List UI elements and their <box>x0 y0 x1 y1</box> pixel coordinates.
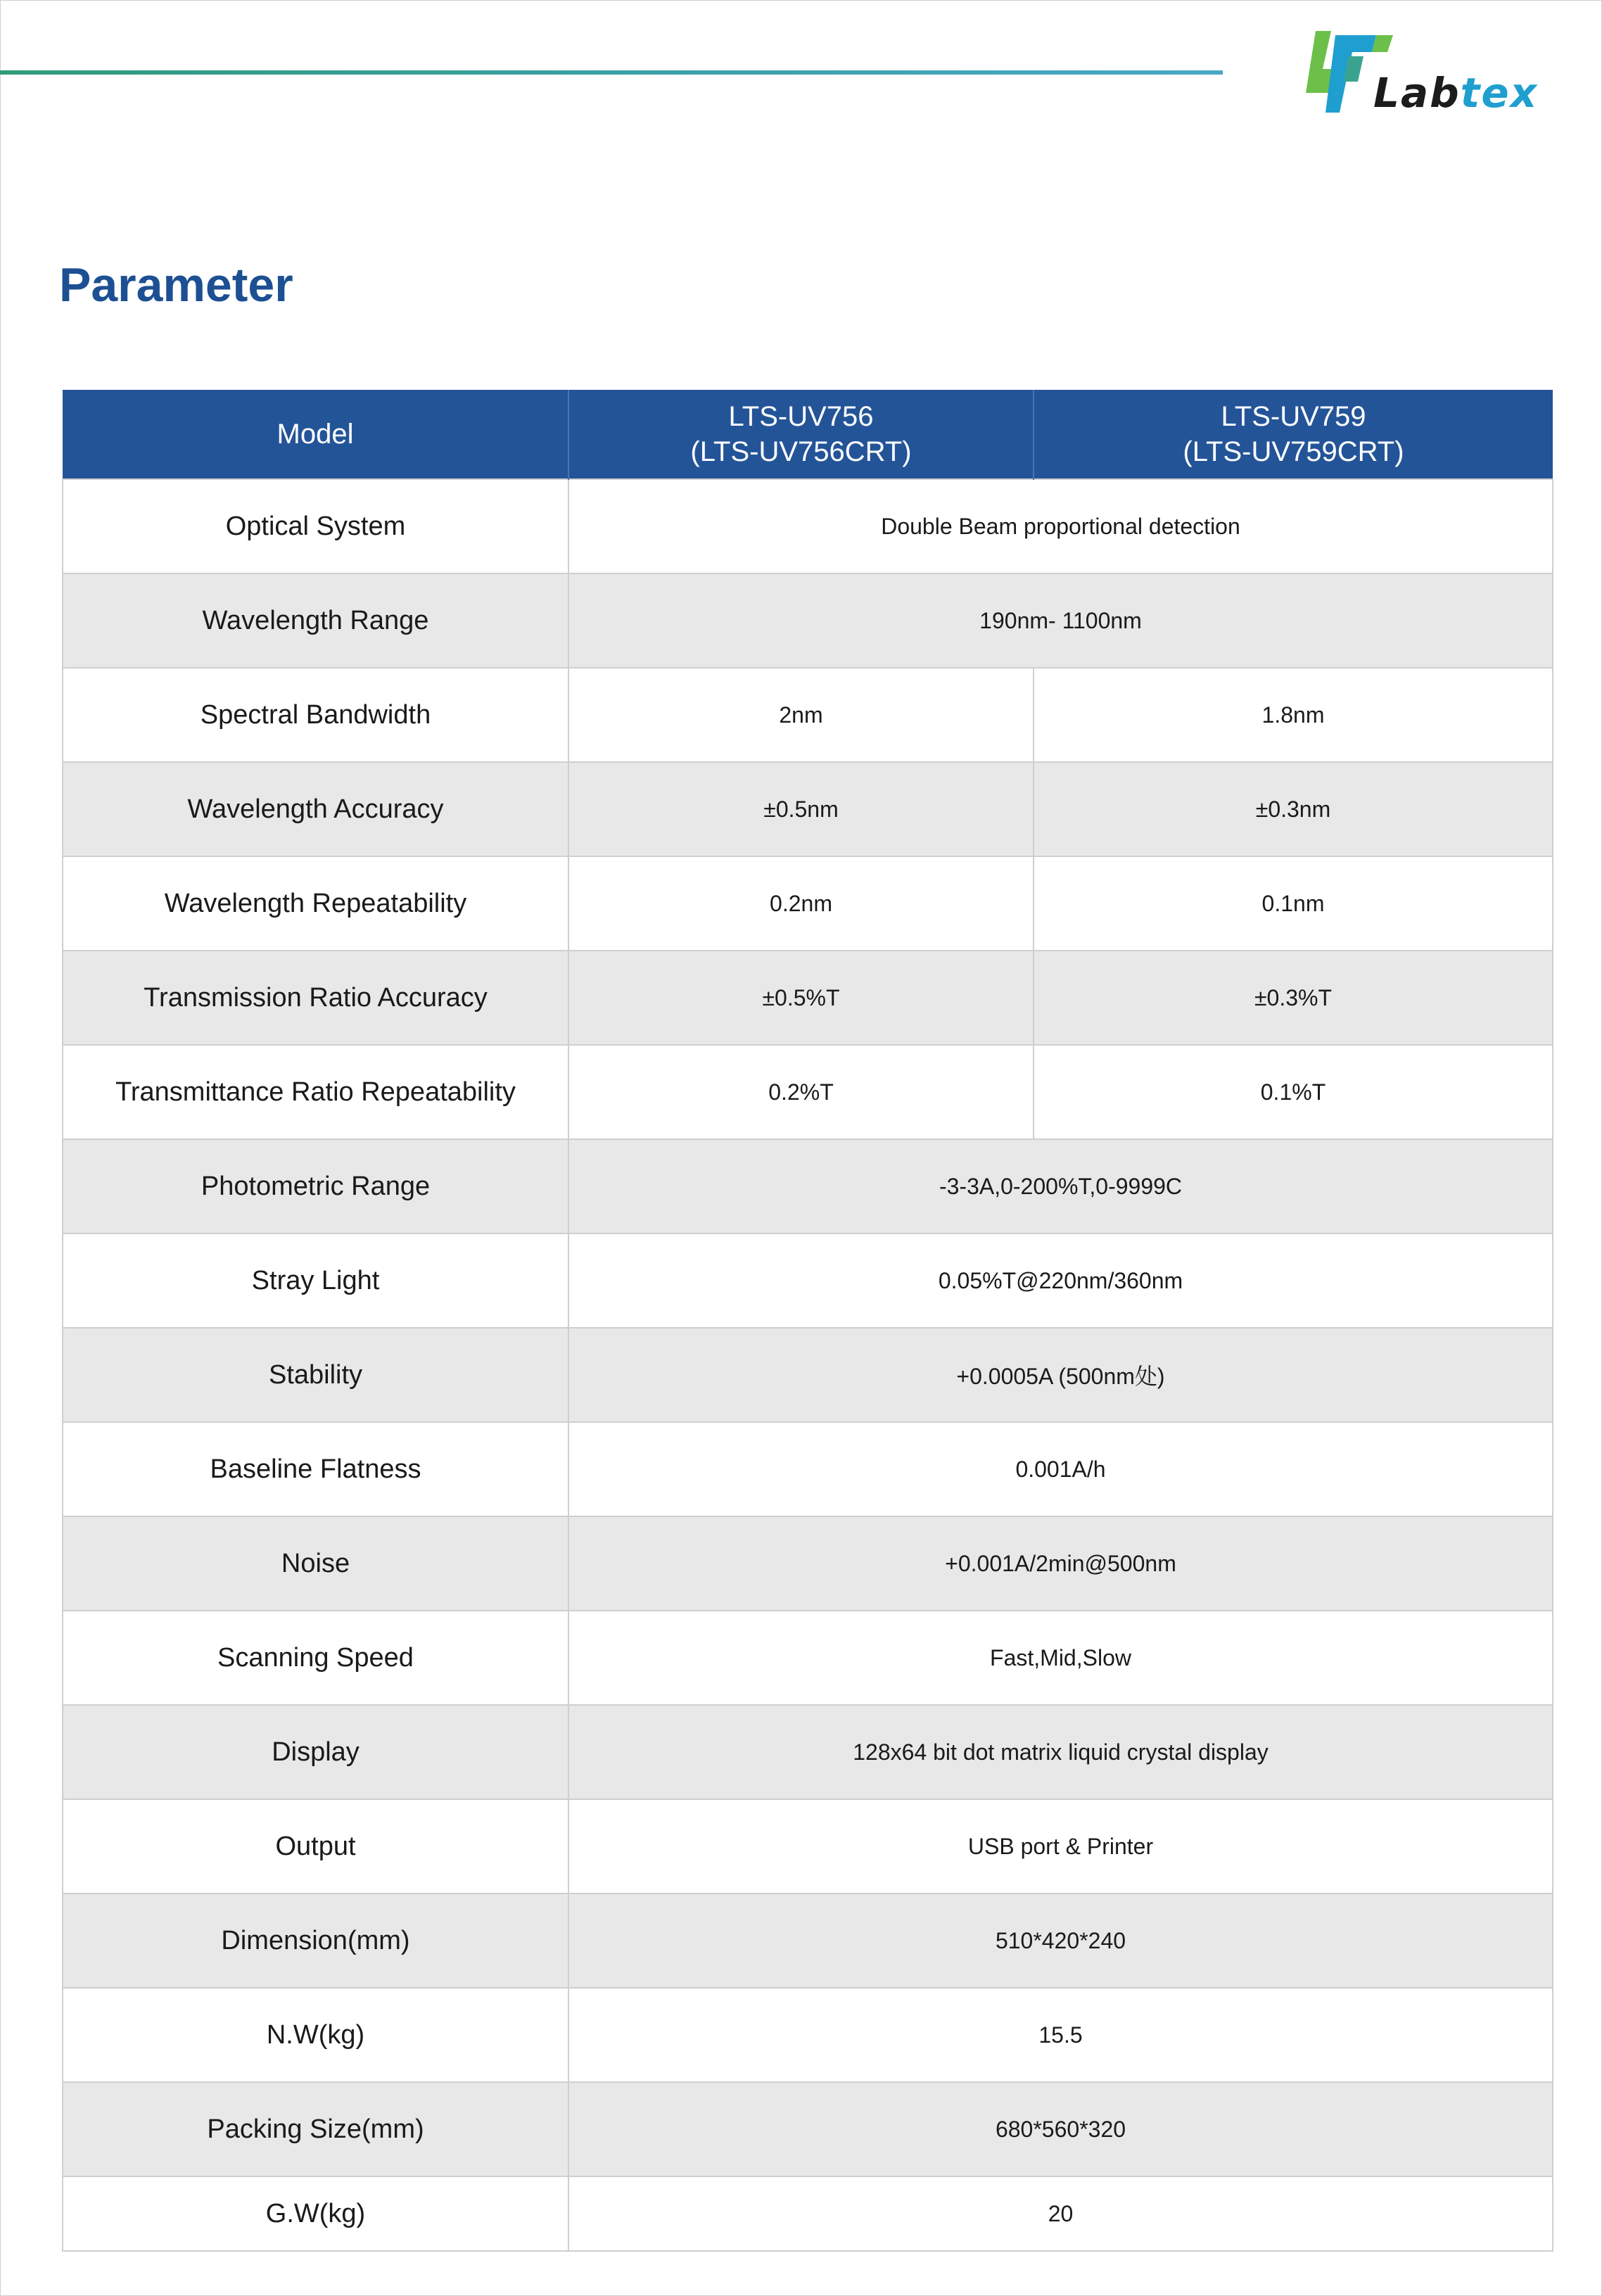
header-model-759-variant: (LTS-UV759CRT) <box>1183 436 1404 467</box>
row-value: +0.0005A (500nm处) <box>568 1328 1553 1422</box>
header-lts-uv759 <box>1034 390 1553 479</box>
header-lts-uv756 <box>568 390 1034 479</box>
row-label: Wavelength Range <box>63 573 568 668</box>
row-label: Wavelength Repeatability <box>63 856 568 951</box>
logo-text-tex: tex <box>1460 69 1539 117</box>
row-label: G.W(kg) <box>63 2176 568 2251</box>
row-value: 510*420*240 <box>568 1894 1553 1988</box>
header-model-756-variant: (LTS-UV756CRT) <box>690 436 912 467</box>
row-label: Output <box>63 1799 568 1894</box>
row-value: Fast,Mid,Slow <box>568 1611 1553 1705</box>
table-row <box>63 1611 1553 1705</box>
row-label: Transmission Ratio Accuracy <box>63 951 568 1045</box>
row-value-759: 1.8nm <box>1034 668 1553 762</box>
row-label: Transmittance Ratio Repeatability <box>63 1045 568 1139</box>
row-value-759: 0.1nm <box>1034 856 1553 951</box>
row-value-756: ±0.5%T <box>568 951 1034 1045</box>
table-row <box>63 1894 1553 1988</box>
row-value-759: 0.1%T <box>1034 1045 1553 1139</box>
logo-text-lab: Lab <box>1373 69 1461 117</box>
row-value: Double Beam proportional detection <box>568 479 1553 573</box>
table-row <box>63 1799 1553 1894</box>
row-label: Scanning Speed <box>63 1611 568 1705</box>
table-row <box>63 668 1553 762</box>
header-model-759-name: LTS-UV759 <box>1221 401 1366 432</box>
table-row <box>63 2082 1553 2176</box>
table-row <box>63 2176 1553 2251</box>
row-label: Photometric Range <box>63 1139 568 1233</box>
table-row <box>63 573 1553 668</box>
row-label: Wavelength Accuracy <box>63 762 568 856</box>
row-value: 128x64 bit dot matrix liquid crystal display <box>568 1705 1553 1799</box>
table-row <box>63 951 1553 1045</box>
row-value: 20 <box>568 2176 1553 2251</box>
row-label: Noise <box>63 1516 568 1611</box>
parameter-table <box>62 390 1553 2252</box>
header-model: Model <box>63 390 568 479</box>
table-row <box>63 1139 1553 1233</box>
page-title: Parameter <box>59 258 293 312</box>
row-value-759: ±0.3nm <box>1034 762 1553 856</box>
row-label: Optical System <box>63 479 568 573</box>
labtex-logo <box>1303 28 1556 123</box>
row-value: 0.05%T@220nm/360nm <box>568 1233 1553 1328</box>
table-row <box>63 856 1553 951</box>
table-row <box>63 1233 1553 1328</box>
row-label: Dimension(mm) <box>63 1894 568 1988</box>
header-model-756-name: LTS-UV756 <box>728 401 874 432</box>
header-rule <box>0 70 1223 75</box>
row-value: 0.001A/h <box>568 1422 1553 1516</box>
row-label: Baseline Flatness <box>63 1422 568 1516</box>
table-row <box>63 479 1553 573</box>
row-label: Stability <box>63 1328 568 1422</box>
row-value: +0.001A/2min@500nm <box>568 1516 1553 1611</box>
table-row <box>63 1705 1553 1799</box>
row-label: Stray Light <box>63 1233 568 1328</box>
logo-wordmark <box>1373 69 1539 117</box>
table-row <box>63 1988 1553 2082</box>
row-value: 190nm- 1100nm <box>568 573 1553 668</box>
row-value-756: 0.2nm <box>568 856 1034 951</box>
row-label: Packing Size(mm) <box>63 2082 568 2176</box>
row-value-756: 0.2%T <box>568 1045 1034 1139</box>
row-label: N.W(kg) <box>63 1988 568 2082</box>
row-label: Spectral Bandwidth <box>63 668 568 762</box>
table-row <box>63 1422 1553 1516</box>
row-value: 15.5 <box>568 1988 1553 2082</box>
table-row <box>63 1045 1553 1139</box>
table-row <box>63 1516 1553 1611</box>
row-value-756: 2nm <box>568 668 1034 762</box>
row-label: Display <box>63 1705 568 1799</box>
row-value-759: ±0.3%T <box>1034 951 1553 1045</box>
row-value: -3-3A,0-200%T,0-9999C <box>568 1139 1553 1233</box>
table-header-row <box>63 390 1553 479</box>
row-value: 680*560*320 <box>568 2082 1553 2176</box>
table-row <box>63 762 1553 856</box>
row-value: USB port & Printer <box>568 1799 1553 1894</box>
table-row <box>63 1328 1553 1422</box>
row-value-756: ±0.5nm <box>568 762 1034 856</box>
